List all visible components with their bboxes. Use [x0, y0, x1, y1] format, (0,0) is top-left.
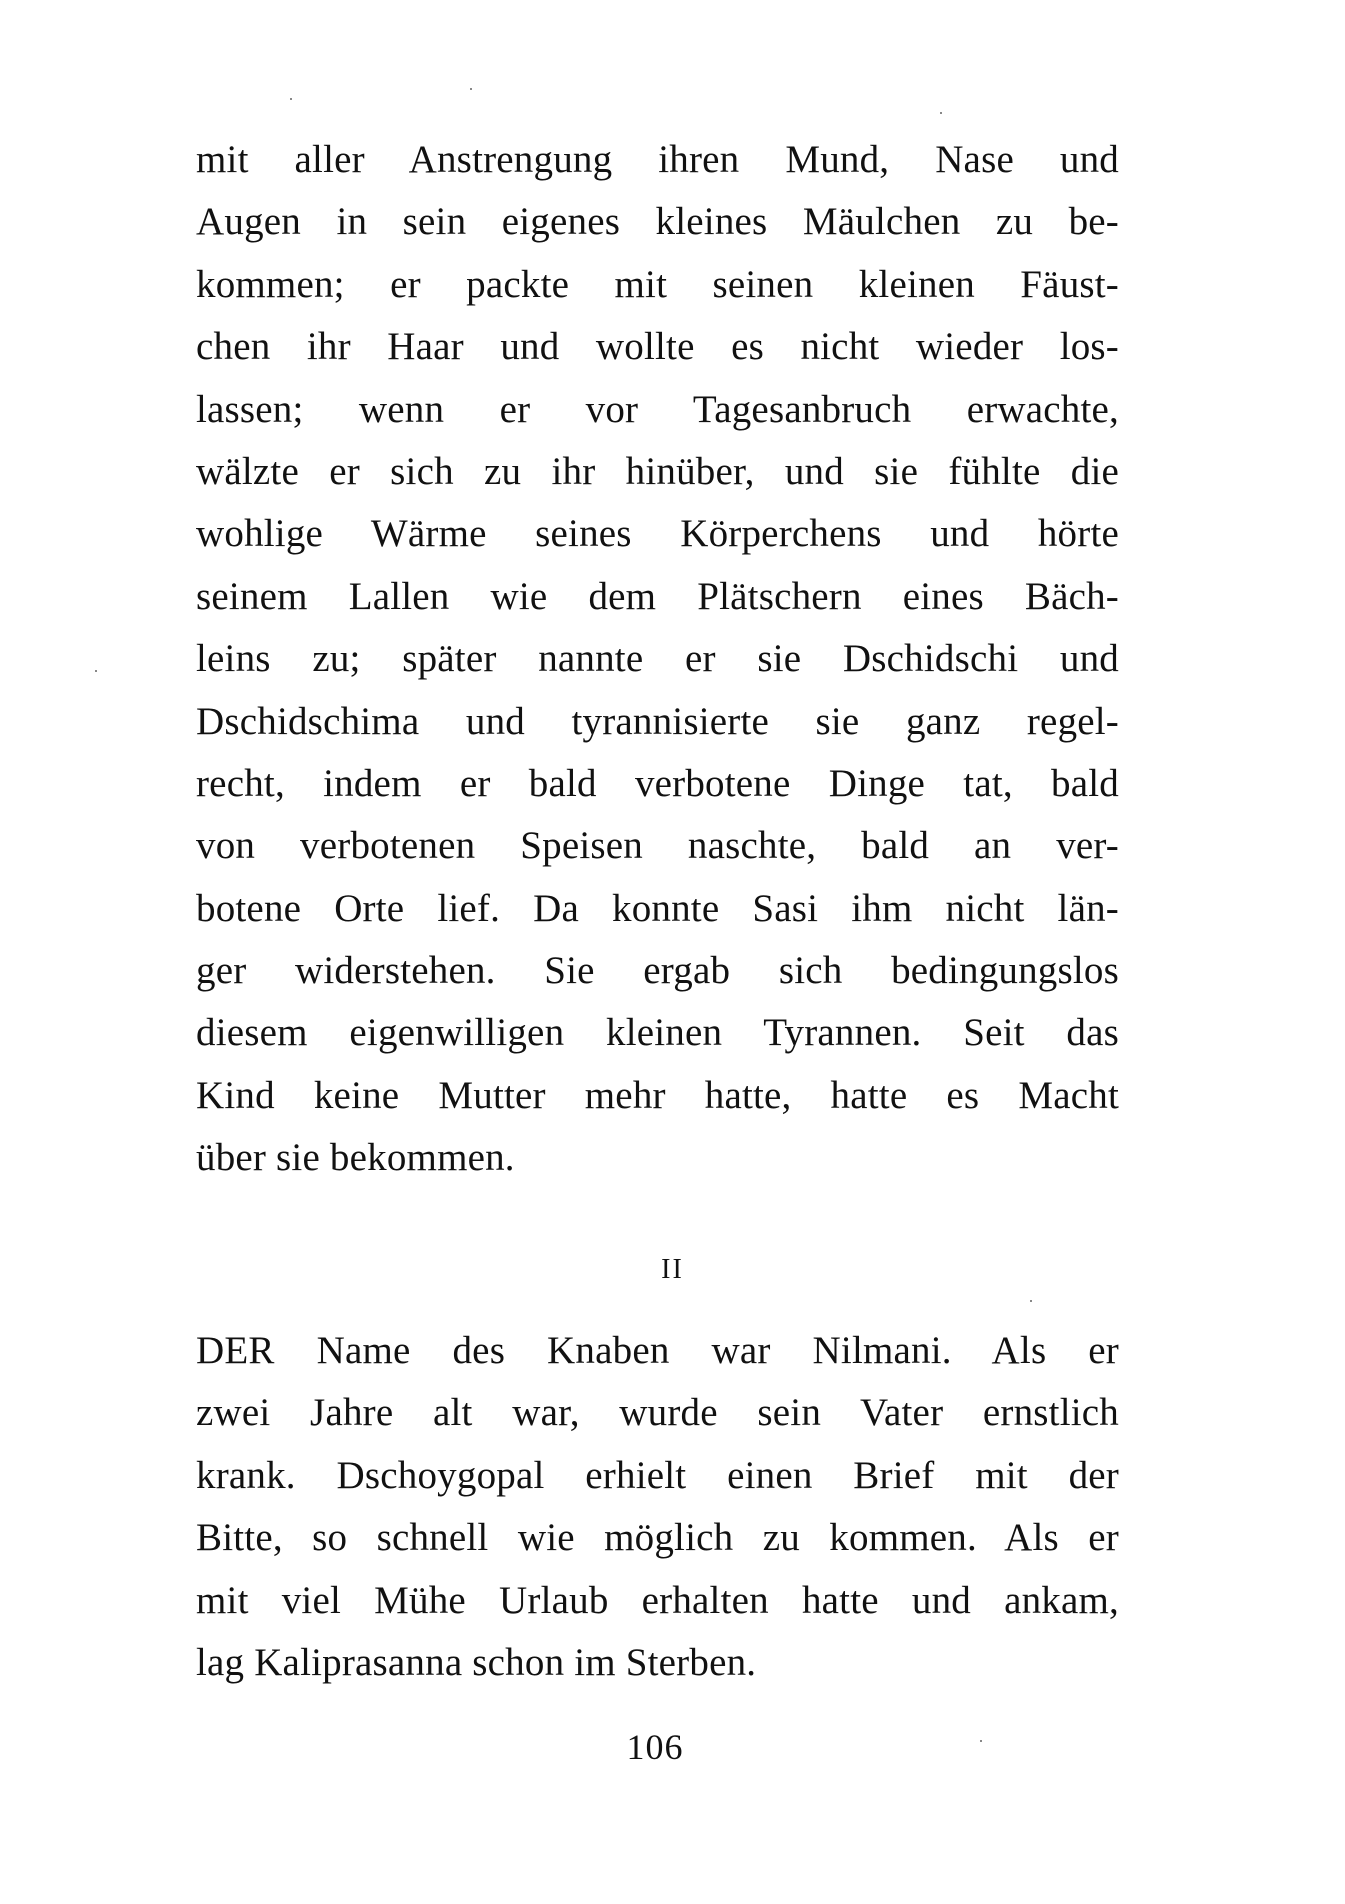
- page-number: 106: [626, 1727, 684, 1767]
- text-line: Dschidschima und tyrannisierte sie ganz regel-: [196, 699, 1119, 743]
- text-line: botene Orte lief. Da konnte Sasi ihm nicht län-: [196, 886, 1119, 930]
- text-line: wohlige Wärme seines Körperchens und hörte: [196, 512, 1119, 556]
- text-line: Augen in sein eigenes kleines Mäulchen zu be-: [196, 200, 1119, 244]
- text-line: mit viel Mühe Urlaub erhalten hatte und ankam,: [196, 1578, 1119, 1622]
- scan-speck: [290, 98, 292, 100]
- text-line: mit aller Anstrengung ihren Mund, Nase und: [196, 138, 1119, 181]
- scan-speck: [470, 88, 472, 90]
- text-line: krank. Dschoygopal erhielt einen Brief mit der: [196, 1453, 1119, 1497]
- text-line: lag Kaliprasanna schon im Sterben.: [196, 1640, 757, 1684]
- scan-speck: [940, 112, 942, 114]
- text-line: ger widerstehen. Sie ergab sich bedingungslos: [196, 949, 1119, 993]
- text-line: lassen; wenn er vor Tagesanbruch erwachte,: [196, 387, 1119, 431]
- text-line: Kind keine Mutter mehr hatte, hatte es Macht: [196, 1073, 1119, 1117]
- scan-speck: [980, 1740, 982, 1742]
- section-heading: II: [661, 1254, 684, 1285]
- text-line: recht, indem er bald verbotene Dinge tat, bald: [196, 761, 1119, 805]
- text-line: leins zu; später nannte er sie Dschidschi und: [196, 637, 1119, 681]
- text-line: zwei Jahre alt war, wurde sein Vater ernstlich: [196, 1391, 1119, 1435]
- text-line: DER Name des Knaben war Nilmani. Als er: [196, 1329, 1119, 1372]
- text-line: von verbotenen Speisen naschte, bald an ver-: [196, 824, 1119, 868]
- text-line: chen ihr Haar und wollte es nicht wieder los-: [196, 325, 1119, 369]
- text-line: wälzte er sich zu ihr hinüber, und sie fühlte die: [196, 449, 1119, 493]
- text-line: Bitte, so schnell wie möglich zu kommen. Als er: [196, 1516, 1119, 1560]
- paragraph-1: [196, 129, 1119, 1190]
- scan-speck: [95, 670, 97, 672]
- text-line: seinem Lallen wie dem Plätschern eines Bäch-: [196, 574, 1119, 618]
- paragraph-2: [196, 1320, 1119, 1694]
- text-line: über sie bekommen.: [196, 1136, 515, 1180]
- text-line: kommen; er packte mit seinen kleinen Fäust-: [196, 262, 1119, 306]
- text-line: diesem eigenwilligen kleinen Tyrannen. Seit das: [196, 1011, 1119, 1055]
- scan-speck: [1030, 1300, 1032, 1302]
